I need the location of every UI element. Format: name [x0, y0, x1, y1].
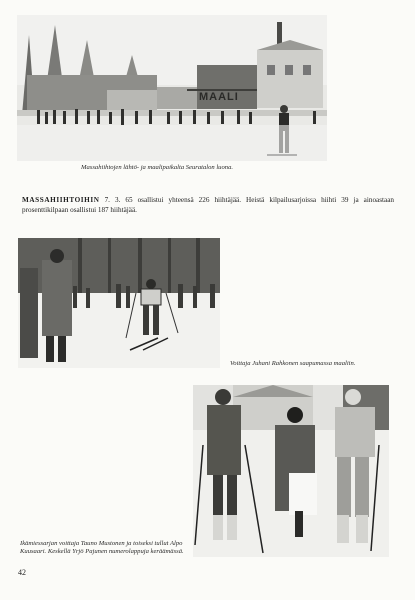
top-photo-caption: Massahiihtojen lähtö- ja maalipaikalta Seuratalon luona.: [81, 164, 234, 171]
veterans-photo: [193, 385, 389, 557]
article-text: 7. 3. 65 osallistui yhteensä 226 hiihtäjää. Heistä kilpailusarjoissa hiihti 39 ja ainoastaan prosenttikilpaan osallistui 187 hiihtäjää.: [22, 196, 394, 214]
page-number: 42: [18, 568, 26, 577]
article-lead: MASSAHIIHTOIHIN: [22, 196, 100, 204]
winner-arriving-photo: [18, 238, 220, 368]
bottom-photo-caption: Ikämiessarjan voittaja Tauno Mustonen ja toiseksi tullut Alpo Kuusaari. Keskellä Yrjö Pajunen numerolappuja keräämässä.: [20, 540, 184, 555]
article-paragraph: [22, 196, 394, 215]
start-finish-photo: [17, 15, 327, 161]
finish-sign: MAALI: [199, 91, 239, 103]
middle-photo-caption: Voittaja Juhani Rahkonen saapumassa maaliin.: [230, 360, 356, 367]
